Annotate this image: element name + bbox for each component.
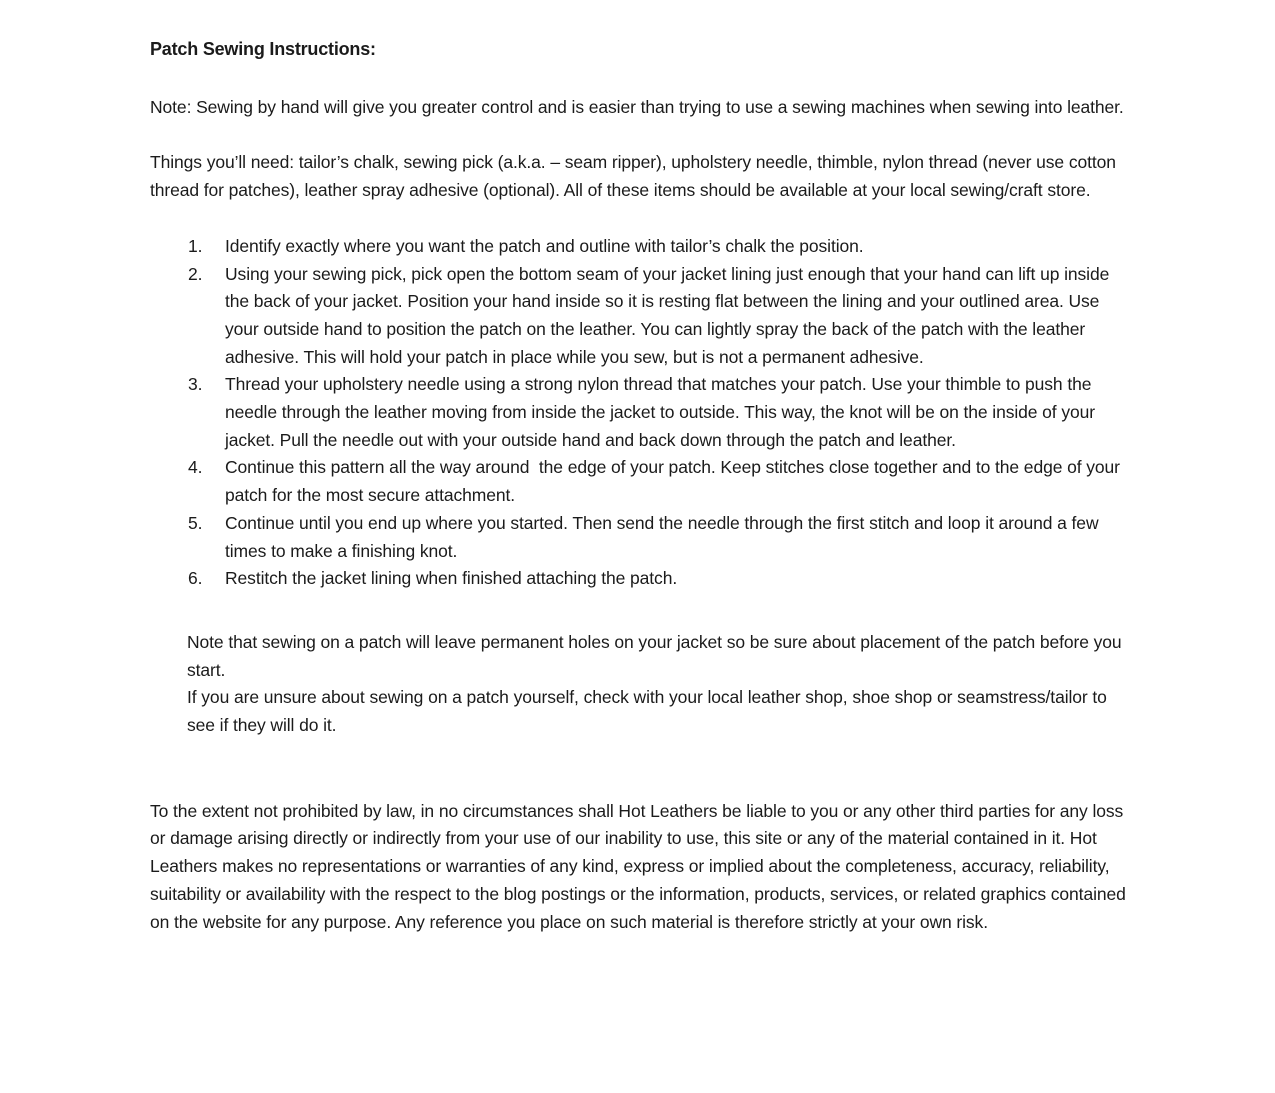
step-item-4: Continue this pattern all the way around the edge of your patch. Keep stitches close together and to the edge of your patch for the most secure attachment.	[225, 457, 1125, 506]
step-item-1: Identify exactly where you want the patch and outline with tailor’s chalk the position.	[225, 235, 864, 256]
step-item-3: Thread your upholstery needle using a strong nylon thread that matches your patch. Use your thimble to push the needle through the leather moving from inside the jacket to outside. This way, the knot will be on the inside of your jacket. Pull the needle out with your outside hand and back down through the patch and leather.	[225, 374, 1100, 450]
document-content	[150, 36, 1131, 936]
instruction-steps-list	[150, 233, 1126, 593]
supplies-paragraph: Things you’ll need: tailor’s chalk, sewing pick (a.k.a. – seam ripper), upholstery needle, thimble, nylon thread (never use cotton thread for patches), leather spray adhesive (optional). All of these items should be available at your local sewing/craft store.	[150, 152, 1121, 201]
closing-note-unsure: If you are unsure about sewing on a patch yourself, check with your local leather shop, shoe shop or seamstress/tailor to see if they will do it.	[187, 687, 1112, 736]
closing-notes-block	[187, 629, 1126, 740]
intro-note-paragraph: Note: Sewing by hand will give you greater control and is easier than trying to use a sewing machines when sewing into leather.	[150, 96, 1124, 117]
closing-note-placement: Note that sewing on a patch will leave permanent holes on your jacket so be sure about placement of the patch before you start.	[187, 631, 1127, 680]
step-item-5: Continue until you end up where you started. Then send the needle through the first stitch and loop it around a few times to make a finishing knot.	[225, 512, 1104, 561]
step-item-6: Restitch the jacket lining when finished attaching the patch.	[225, 568, 678, 589]
step-item-2: Using your sewing pick, pick open the bottom seam of your jacket lining just enough that your hand can lift up inside the back of your jacket. Position your hand inside so it is resting flat between the lining and your outlined area. Use your outside hand to position the patch on the leather. You can lightly spray the back of the patch with the leather adhesive. This will hold your patch in place while you sew, but is not a permanent adhesive.	[225, 263, 1114, 367]
legal-disclaimer-paragraph: To the extent not prohibited by law, in no circumstances shall Hot Leathers be liable to you or any other third parties for any loss or damage arising directly or indirectly from your use of our inability to use, this site or any of the material contained in it. Hot Leathers makes no representations or warranties of any kind, express or implied about the completeness, accuracy, reliability, suitability or availability with the respect to the blog postings or the information, products, services, or related graphics contained on the website for any purpose. Any reference you place on such material is therefore strictly at your own risk.	[150, 800, 1131, 932]
page-title: Patch Sewing Instructions:	[150, 39, 376, 59]
